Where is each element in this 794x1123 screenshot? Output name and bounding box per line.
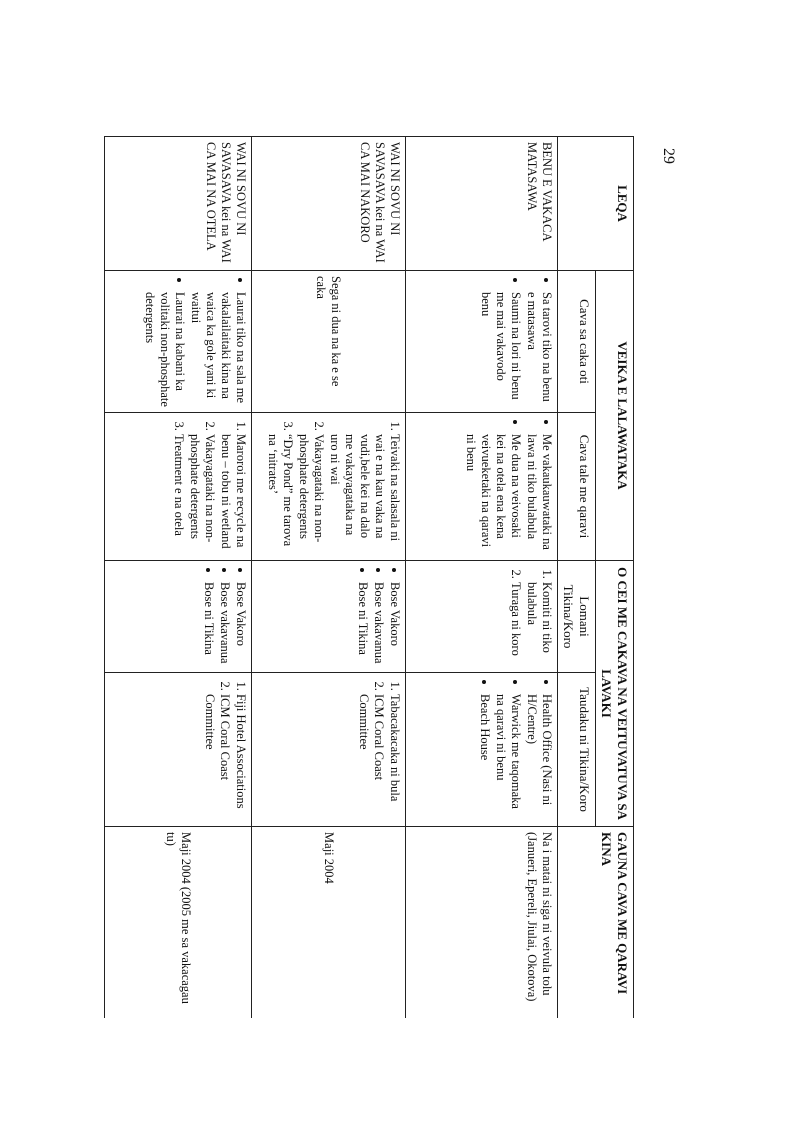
list-item: 1. Teivaki na salasala ni wai e na kau vaka na vudi,bele kei na dalo me vakayagataka na uro ni wai	[327, 434, 402, 555]
list-item: 1. Maroroi me recycle na benu – tobu ni wetland	[218, 434, 248, 555]
cell-cava-sa-caka	[105, 271, 252, 413]
cell-leqa: WAI NI SOVU NI SAVASAVA kei na WAI CA MAI NA OTELA	[105, 137, 252, 271]
header-lomani: Lomani Tikina/Koro	[557, 561, 595, 673]
list-item: 2. Vakayagataki na non-phosphate detergents	[296, 434, 326, 555]
list-item: • Bose vakavanua	[371, 582, 386, 667]
list-item: 1. Tabacakacaka ni bula	[387, 694, 402, 821]
table-row	[105, 137, 252, 1019]
list-item: • Bose vakavanua	[217, 582, 232, 667]
action-plan-table	[104, 136, 634, 1018]
list-item: • Bose Vakoro	[233, 582, 248, 667]
list-item: 1. Fiji Hotel Associations	[233, 694, 248, 821]
list-item: 3. Treatment e na otela	[171, 434, 186, 555]
cell-cava-tale	[405, 413, 557, 561]
table-row	[405, 137, 557, 1019]
list-item: 1. Komiti ni tiko bulabula	[524, 582, 554, 667]
action-plan-table-wrapper	[104, 136, 634, 1018]
header-cava-tale: Cava tale me qaravi	[557, 413, 595, 561]
cell-taudaku	[251, 673, 405, 827]
cell-leqa: BENU E VAKACA MATASAWA	[405, 137, 557, 271]
cell-cava-tale	[251, 413, 405, 561]
cell-lomani	[105, 561, 252, 673]
cell-lomani	[251, 561, 405, 673]
header-gauna: GAUNA CAVA ME QARAVI KINA	[557, 827, 633, 1018]
cell-gauna: Na i matai ni siga ni veivula tolu (Janueri, Epereli, Jiulai, Okotova)	[405, 827, 557, 1018]
list-item: 2. Vakayagataki na non-phosphate detergents	[187, 434, 217, 555]
header-taudaku: Taudaku ni Tikina/Koro	[557, 673, 595, 827]
list-item: • Saumi na lori ni benu me mai vakavodo benu	[478, 292, 523, 407]
list-item: • Health Office (Nasi ni H/Centre)	[524, 694, 554, 821]
cell-taudaku	[105, 673, 252, 827]
cell-cava-tale	[105, 413, 252, 561]
header-cava-sa-caka: Cava sa caka oti	[557, 271, 595, 413]
list-item: 2. Turaga ni koro	[508, 582, 523, 667]
table-row	[251, 137, 405, 1019]
cell-gauna: Maji 2004 (2005 me sa vakacagau tu)	[105, 827, 252, 1018]
list-item: • Bose ni Tikina	[201, 582, 216, 667]
list-item: 2. ICM Coral Coast Committee	[202, 694, 232, 821]
list-item: • Bose ni Tikina	[355, 582, 370, 667]
list-item: • Beach House	[477, 694, 492, 821]
rotated-table-frame	[104, 136, 634, 1018]
list-item: • Me dua na veivosaki kei na otela ena kena veivueketaki na qaravi ni benu	[463, 434, 523, 555]
list-item: 3. “Dry Pond” me tarova na ‘nitrates’	[265, 434, 295, 555]
list-item: • Laurai tiko na sala me vakalailaitaki kina na waica ka gole yani ki waitui	[188, 292, 248, 407]
header-leqa: LEQA	[557, 137, 633, 271]
list-item: • Me vakaukauwataki na lawa ni tiko bulabula	[524, 434, 554, 555]
header-o-cei: O CEI ME CAKAVA NA VEITUVATUVA SA LAVAKI	[595, 561, 633, 827]
cell-taudaku	[405, 673, 557, 827]
list-item: 2. ICM Coral Coast Committee	[356, 694, 386, 821]
cell-lomani	[405, 561, 557, 673]
list-item: • Warwick me taqomaka na qaravi ni benu	[493, 694, 523, 821]
cell-cava-sa-caka	[405, 271, 557, 413]
page-number: 29	[660, 148, 677, 164]
header-row-main	[595, 137, 633, 1019]
list-item: • Laurai na kabani ka volitaki non-phosphate detergents	[142, 292, 187, 407]
cell-leqa: WAI NI SOVU NI SAVASAVA kei na WAI CA MAI NAKORO	[251, 137, 405, 271]
cell-gauna: Maji 2004	[251, 827, 405, 1018]
cell-cava-sa-caka: Sega ni dua na ka e se caka	[251, 271, 405, 413]
header-veika: VEIKA E LALAWATAKA	[595, 271, 633, 561]
list-item: • Bose Vakoro	[387, 582, 402, 667]
list-item: • Sa tarovi tiko na benu e matasawa	[524, 292, 554, 407]
